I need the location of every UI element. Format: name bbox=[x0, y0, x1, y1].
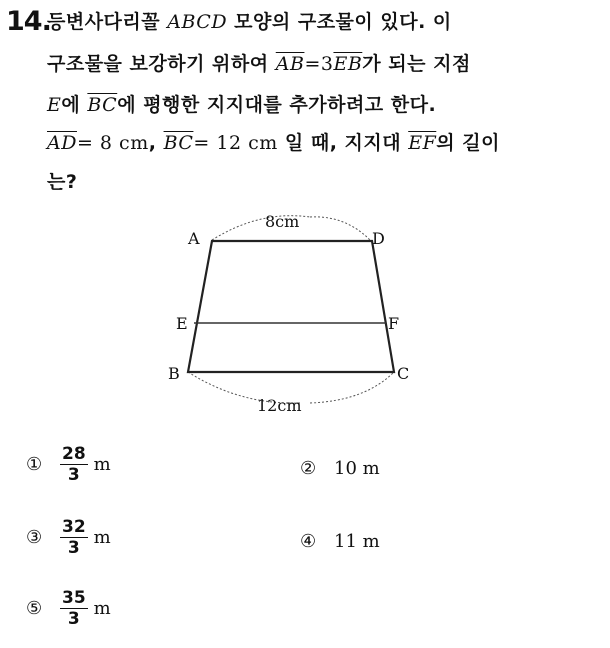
q-text: 구조물을 보강하기 위하여 bbox=[47, 53, 276, 75]
q-text: 모양의 구조물이 있다. 이 bbox=[227, 11, 452, 33]
fraction bbox=[60, 444, 88, 485]
label-d: D bbox=[372, 229, 385, 248]
label-b: B bbox=[168, 364, 180, 383]
q-math: = 12 cm bbox=[193, 132, 278, 154]
numerator: 32 bbox=[62, 517, 86, 537]
q-math: E bbox=[47, 94, 62, 116]
choice-number: ② bbox=[300, 458, 317, 479]
q-math: = 8 cm bbox=[76, 132, 149, 154]
unit: m bbox=[93, 598, 111, 619]
choice-number: ① bbox=[26, 454, 43, 475]
q-math: $\overline{EB}$ bbox=[333, 53, 363, 75]
q-text: 에 bbox=[61, 94, 88, 116]
choice-5[interactable] bbox=[26, 588, 111, 629]
q-text: , bbox=[148, 132, 164, 154]
unit: m bbox=[93, 527, 111, 548]
choice-2[interactable] bbox=[300, 458, 380, 479]
top-length-label: 8cm bbox=[265, 212, 300, 231]
label-c: C bbox=[397, 364, 410, 383]
q-math: $\overline{BC}$ bbox=[163, 132, 194, 154]
choice-number: ③ bbox=[26, 527, 43, 548]
question-line-2 bbox=[47, 52, 471, 76]
denominator: 3 bbox=[67, 465, 80, 485]
q-text: 가 되는 지점 bbox=[362, 53, 471, 75]
q-math: $\overline{AD}$ bbox=[47, 132, 77, 154]
bottom-length-label: 12cm bbox=[257, 396, 302, 415]
denominator: 3 bbox=[67, 538, 80, 558]
trapezoid-figure bbox=[150, 205, 440, 425]
bottom-dimension-arc-right bbox=[310, 372, 394, 403]
label-a: A bbox=[188, 229, 200, 248]
q-math: =3 bbox=[304, 53, 334, 75]
unit: m bbox=[362, 531, 380, 552]
denominator: 3 bbox=[67, 609, 80, 629]
choice-4[interactable] bbox=[300, 531, 380, 552]
q-text: 등변사다리꼴 bbox=[47, 11, 168, 33]
question-line-5: 는? bbox=[47, 171, 78, 193]
question-number: 14. bbox=[6, 6, 51, 37]
choice-number: ⑤ bbox=[26, 598, 43, 619]
top-dimension-arc-right bbox=[310, 217, 370, 240]
unit: m bbox=[93, 454, 111, 475]
label-e: E bbox=[176, 314, 188, 333]
label-f: F bbox=[388, 314, 400, 333]
q-math: $\overline{EF}$ bbox=[408, 132, 437, 154]
q-math: $\overline{BC}$ bbox=[87, 94, 118, 116]
question-line-3 bbox=[47, 93, 436, 117]
trapezoid-shape bbox=[188, 241, 394, 372]
numerator: 35 bbox=[62, 588, 86, 608]
q-math: $\overline{AB}$ bbox=[275, 53, 305, 75]
question-line-4 bbox=[47, 131, 500, 155]
fraction bbox=[60, 517, 88, 558]
choice-value: 11 bbox=[334, 531, 357, 552]
q-text: 일 때, 지지대 bbox=[277, 132, 409, 154]
q-text: 에 평행한 지지대를 추가하려고 한다. bbox=[117, 94, 437, 116]
question-line-1 bbox=[47, 10, 452, 34]
fraction bbox=[60, 588, 88, 629]
q-math: ABCD bbox=[167, 11, 228, 33]
numerator: 28 bbox=[62, 444, 86, 464]
q-text: 의 길이 bbox=[436, 132, 500, 154]
choice-number: ④ bbox=[300, 531, 317, 552]
choice-3[interactable] bbox=[26, 517, 111, 558]
choice-value: 10 bbox=[334, 458, 357, 479]
unit: m bbox=[362, 458, 380, 479]
choice-1[interactable] bbox=[26, 444, 111, 485]
